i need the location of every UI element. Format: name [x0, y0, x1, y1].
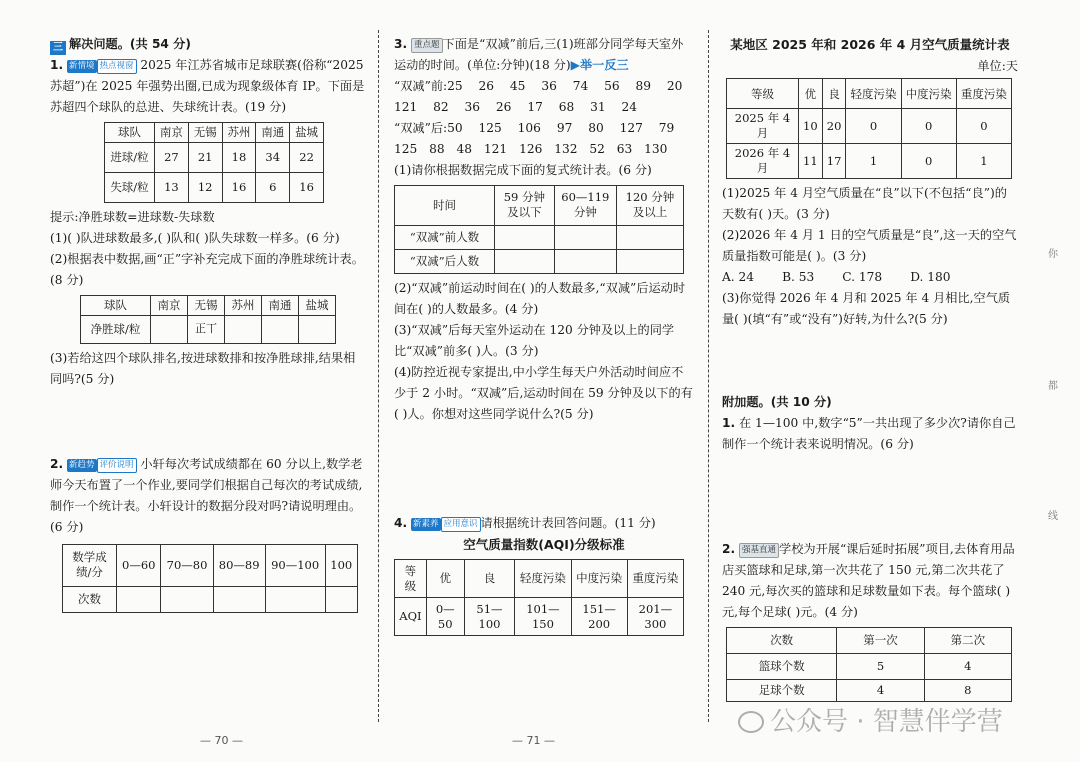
page-number-right: — 71 — — [512, 734, 555, 747]
table-cell: 0—60 — [117, 544, 161, 586]
text-fragment: 2. — [722, 542, 736, 557]
question-text: 2025 年江苏省城市足球联赛(俗称“2025 苏超”)在 2025 年强势出圈,已成为现象级体育 IP。下面是苏超四个球队的总进、失球统计表。(19 分) — [50, 58, 365, 114]
text-fragment: “双减”前: — [394, 78, 448, 93]
table-unit: 单位:天 — [977, 58, 1018, 73]
question-text: 在 1—100 中,数字“5”一共出现了多少次?请你自己制作一个统计表来说明情况。(6 分) — [722, 416, 1016, 452]
option-b: B. 53 — [782, 270, 815, 285]
question-3-part-1: (1)请你根据数据完成下面的复式统计表。(6 分) — [394, 162, 652, 177]
table-cell — [616, 249, 683, 273]
table-cell: AQI — [395, 598, 427, 636]
air-quality-table — [726, 78, 1012, 179]
table-cell: 良 — [822, 79, 846, 109]
table-cell: 11 — [799, 144, 823, 179]
table-cell: 足球个数 — [727, 680, 837, 702]
wechat-logo-icon — [738, 711, 764, 733]
text-fragment: 121 — [483, 141, 508, 156]
table-cell: 21 — [188, 142, 222, 172]
table-cell: 南京 — [155, 122, 189, 142]
table-cell: 16 — [290, 172, 324, 202]
text-fragment: 130 — [644, 141, 668, 156]
table-cell — [265, 586, 325, 612]
option-a: A. 24 — [722, 270, 755, 285]
question-3 — [394, 34, 694, 76]
question-3-part-2: (2)“双减”前运动时间在( )的人数最多,“双减”后运动时间在( )的人数最多。(4 分) — [394, 280, 686, 316]
right-column — [722, 34, 1018, 702]
option-c: C. 178 — [842, 270, 883, 285]
table-row — [105, 172, 324, 202]
table-cell: 轻度污染 — [515, 560, 571, 598]
table-row — [395, 249, 684, 273]
table-cell: 1 — [846, 144, 901, 179]
table-row — [727, 79, 1012, 109]
watermark-text: 公众号 · 智慧伴学营 — [770, 707, 1003, 737]
tag-new-context: 新情境 — [69, 61, 95, 71]
left-column — [50, 34, 366, 613]
text-fragment: 45 — [509, 78, 526, 93]
text-fragment: 106 — [517, 120, 541, 135]
table-cell: 等级 — [727, 79, 799, 109]
answer-options — [722, 267, 1018, 288]
tag-key-question: 重点题 — [411, 38, 443, 53]
goals-table — [104, 122, 324, 203]
text-fragment: “双减”后: — [394, 120, 448, 135]
table-cell: 无锡 — [188, 122, 222, 142]
table-cell: “双减”后人数 — [395, 249, 495, 273]
aqi-table-title: 空气质量指数(AQI)分级标准 — [463, 536, 625, 552]
page-number-left: — 70 — — [200, 734, 243, 747]
question-number: 1. — [50, 58, 64, 72]
table-cell — [616, 225, 683, 249]
question-4-part-2: (2)2026 年 4 月 1 日的空气质量是“良”,这一天的空气质量指数可能是( )。(3 分) — [722, 228, 1017, 264]
text-fragment: 1. — [722, 416, 736, 431]
table-cell: 18 — [222, 142, 256, 172]
section-heading — [50, 34, 366, 55]
table-cell: 优 — [799, 79, 823, 109]
table-cell: 篮球个数 — [727, 654, 837, 680]
table-cell: 27 — [155, 142, 189, 172]
text-fragment: 26 — [495, 99, 512, 114]
question-4-part-3: (3)你觉得 2026 年 4 月和 2025 年 4 月相比,空气质量( )(填“有”或“没有”)好转,为什么?(5 分) — [722, 291, 1011, 327]
column-divider-left — [378, 30, 379, 722]
table-cell — [262, 315, 299, 343]
table-cell — [554, 249, 616, 273]
extension-link[interactable]: ▶举一反三 — [570, 57, 629, 72]
table-cell — [554, 225, 616, 249]
tag-hot-topic: 热点视窗 — [97, 59, 137, 74]
air-quality-table-title: 某地区 2025 年和 2026 年 4 月空气质量统计表 — [730, 37, 1010, 52]
question-3-part-3: (3)“双减”后每天室外运动在 120 分钟及以上的同学比“双减”前多( )人。(3 分) — [394, 322, 675, 358]
table-row — [81, 315, 336, 343]
table-cell: 6 — [256, 172, 290, 202]
option-d: D. 180 — [910, 270, 951, 285]
tally-mark: 正丅 — [188, 315, 225, 343]
table-cell: 数学成绩/分 — [63, 544, 117, 586]
table-row — [395, 225, 684, 249]
table-row — [105, 142, 324, 172]
watermark — [738, 700, 1003, 745]
table-cell: 优 — [426, 560, 464, 598]
table-cell: 无锡 — [188, 295, 225, 315]
section-title: 解决问题。(共 54 分) — [69, 37, 191, 51]
question-1-part-2: (2)根据表中数据,画“正”字补充完成下面的净胜球统计表。(8 分) — [50, 251, 364, 287]
column-divider-right — [708, 30, 709, 722]
table-cell: 0 — [901, 109, 956, 144]
table-cell: 5 — [837, 654, 924, 680]
net-goals-table — [80, 295, 336, 344]
balls-table — [726, 627, 1012, 702]
table-row — [105, 122, 324, 142]
table-row — [727, 628, 1012, 654]
text-fragment: 79 — [658, 120, 675, 135]
text-fragment: 89 — [635, 78, 651, 93]
table-row — [395, 598, 684, 636]
question-text: 学校为开展“课后延时拓展”项目,去体育用品店买篮球和足球,第一次共花了 150 元,第二次共花了 240 元,每次买的篮球和足球数量如下表。每个篮球( )元,每个足球( )元。(4 分) — [722, 542, 1015, 620]
table-row — [727, 109, 1012, 144]
table-cell: 22 — [290, 142, 324, 172]
table-row — [63, 544, 358, 586]
table-cell: 良 — [464, 560, 515, 598]
text-fragment: 17 — [527, 99, 543, 114]
question-text: 请根据统计表回答问题。(11 分) — [480, 515, 656, 530]
question-1-part-1: (1)( )队进球数最多,( )队和( )队失球数一样多。(6 分) — [50, 230, 340, 245]
table-cell: 第二次 — [924, 628, 1011, 654]
table-cell — [325, 586, 357, 612]
table-cell: 34 — [256, 142, 290, 172]
question-2 — [50, 454, 366, 538]
question-text: 下面是“双减”前后,三(1)班部分同学每天室外运动的时间。(单位:分钟)(18 分) — [394, 37, 684, 72]
table-row — [81, 295, 336, 315]
question-text: 小轩每次考试成绩都在 60 分以上,数学老师今天布置了一个作业,要同学们根据自己每次的考试成绩,制作一个统计表。小轩设计的数据分段对吗?请说明理由。(6 分) — [50, 456, 363, 534]
after-data-row — [394, 118, 694, 139]
table-cell: 球队 — [81, 295, 151, 315]
table-cell: 次数 — [727, 628, 837, 654]
table-cell: 12 — [188, 172, 222, 202]
table-row — [727, 680, 1012, 702]
table-cell: 中度污染 — [571, 560, 627, 598]
tag-foundation: 强基直通 — [739, 543, 779, 558]
table-cell: 80—89 — [213, 544, 265, 586]
bonus-question-2 — [722, 539, 1018, 623]
tag-application: 应用意识 — [441, 517, 481, 532]
table-cell — [299, 315, 336, 343]
table-cell: 0 — [846, 109, 901, 144]
text-fragment: 24 — [621, 99, 637, 114]
question-number: 3. — [394, 37, 408, 51]
table-cell: 苏州 — [225, 295, 262, 315]
text-fragment: 68 — [558, 99, 575, 114]
text-fragment: 50 — [447, 120, 463, 135]
table-cell: 59 分钟及以下 — [495, 185, 555, 225]
table-cell: 0—50 — [426, 598, 464, 636]
question-3-part-4: (4)防控近视专家提出,中小学生每天户外活动时间应不少于 2 小时。“双减”后,运动时间在 59 分钟及以下的有( )人。你想对这些同学说什么?(5 分) — [394, 364, 693, 421]
table-cell: 中度污染 — [901, 79, 956, 109]
table-cell: 2025 年 4 月 — [727, 109, 799, 144]
table-cell — [495, 249, 555, 273]
table-cell: 10 — [799, 109, 823, 144]
table-cell: 8 — [924, 680, 1011, 702]
text-fragment: 74 — [572, 78, 589, 93]
aqi-table — [394, 559, 684, 636]
before-data-row — [394, 76, 694, 97]
table-cell: 4 — [837, 680, 924, 702]
text-fragment: 26 — [478, 78, 495, 93]
section-number-icon: 三 — [50, 41, 66, 55]
table-cell: 20 — [822, 109, 846, 144]
table-cell: 16 — [222, 172, 256, 202]
tag-evaluation: 评价说明 — [97, 458, 137, 473]
table-cell: 失球/粒 — [105, 172, 155, 202]
table-cell: 次数 — [63, 586, 117, 612]
table-cell: 净胜球/粒 — [81, 315, 151, 343]
text-fragment: 20 — [666, 78, 683, 93]
table-cell: “双减”前人数 — [395, 225, 495, 249]
table-cell: 盐城 — [290, 122, 324, 142]
table-cell — [151, 315, 188, 343]
table-cell: 60—119 分钟 — [554, 185, 616, 225]
table-row — [63, 586, 358, 612]
question-4-part-1: (1)2025 年 4 月空气质量在“良”以下(不包括“良”)的天数有( )天。(3 分) — [722, 186, 1007, 222]
text-fragment: 125 — [478, 120, 502, 135]
table-cell: 17 — [822, 144, 846, 179]
table-row — [395, 185, 684, 225]
text-fragment: 36 — [464, 99, 481, 114]
question-1-part-3: (3)若给这四个球队排名,按进球数排和按净胜球排,结果相同吗?(5 分) — [50, 350, 356, 386]
text-fragment: 132 — [554, 141, 578, 156]
table-cell: 南通 — [262, 295, 299, 315]
table-cell: 南京 — [151, 295, 188, 315]
table-cell: 2026 年 4 月 — [727, 144, 799, 179]
text-fragment: 36 — [541, 78, 557, 93]
table-cell — [213, 586, 265, 612]
table-cell: 13 — [155, 172, 189, 202]
table-cell: 4 — [924, 654, 1011, 680]
binding-mark-3: 线 — [1048, 511, 1058, 522]
table-cell: 0 — [956, 109, 1011, 144]
text-fragment: 31 — [590, 99, 606, 114]
question-number: 4. — [394, 515, 408, 530]
table-cell: 0 — [901, 144, 956, 179]
tag-new-trend: 新趋势 — [69, 459, 95, 470]
exercise-time-table — [394, 185, 684, 274]
table-cell — [161, 586, 213, 612]
table-cell: 球队 — [105, 122, 155, 142]
text-fragment: 127 — [619, 120, 643, 135]
table-cell: 南通 — [256, 122, 290, 142]
text-fragment: 126 — [519, 141, 543, 156]
text-fragment: 121 — [394, 99, 418, 114]
question-1 — [50, 55, 366, 118]
table-cell: 重度污染 — [956, 79, 1011, 109]
table-cell — [117, 586, 161, 612]
table-cell: 151—200 — [571, 598, 627, 636]
bonus-question-1 — [722, 413, 1018, 455]
table-cell: 盐城 — [299, 295, 336, 315]
table-cell: 100 — [325, 544, 357, 586]
question-4 — [394, 513, 694, 534]
table-row — [727, 654, 1012, 680]
text-fragment: 125 — [394, 141, 418, 156]
tag-new-literacy: 新素养 — [413, 518, 439, 529]
table-cell: 时间 — [395, 185, 495, 225]
table-cell: 1 — [956, 144, 1011, 179]
text-fragment: 88 — [429, 141, 445, 156]
question-number: 2. — [50, 456, 64, 471]
text-fragment: 48 — [456, 141, 473, 156]
text-fragment: 97 — [556, 120, 573, 135]
table-cell: 第一次 — [837, 628, 924, 654]
before-data-row-2 — [394, 97, 694, 118]
table-row — [395, 560, 684, 598]
text-fragment: 25 — [447, 78, 463, 93]
hint-text: 提示:净胜球数=进球数-失球数 — [50, 209, 215, 224]
table-cell: 70—80 — [161, 544, 213, 586]
middle-column — [394, 34, 694, 640]
text-fragment: 56 — [604, 78, 620, 93]
text-fragment: 63 — [616, 141, 633, 156]
table-cell: 重度污染 — [627, 560, 683, 598]
table-cell: 101—150 — [515, 598, 571, 636]
table-cell: 51—100 — [464, 598, 515, 636]
table-cell: 苏州 — [222, 122, 256, 142]
table-cell — [495, 225, 555, 249]
binding-mark-1: 你 — [1048, 249, 1058, 260]
after-data-row-2 — [394, 139, 694, 160]
table-cell: 轻度污染 — [846, 79, 901, 109]
table-cell — [225, 315, 262, 343]
text-fragment: 80 — [588, 120, 604, 135]
table-cell: 90—100 — [265, 544, 325, 586]
table-cell: 201—300 — [627, 598, 683, 636]
text-fragment: 82 — [433, 99, 449, 114]
binding-mark-2: 都 — [1048, 381, 1058, 392]
table-cell: 等级 — [395, 560, 427, 598]
text-fragment: 52 — [589, 141, 605, 156]
bonus-section-title: 附加题。(共 10 分) — [722, 395, 832, 410]
score-table — [62, 544, 358, 613]
table-row — [727, 144, 1012, 179]
table-cell: 120 分钟及以上 — [616, 185, 683, 225]
table-cell: 进球/粒 — [105, 142, 155, 172]
